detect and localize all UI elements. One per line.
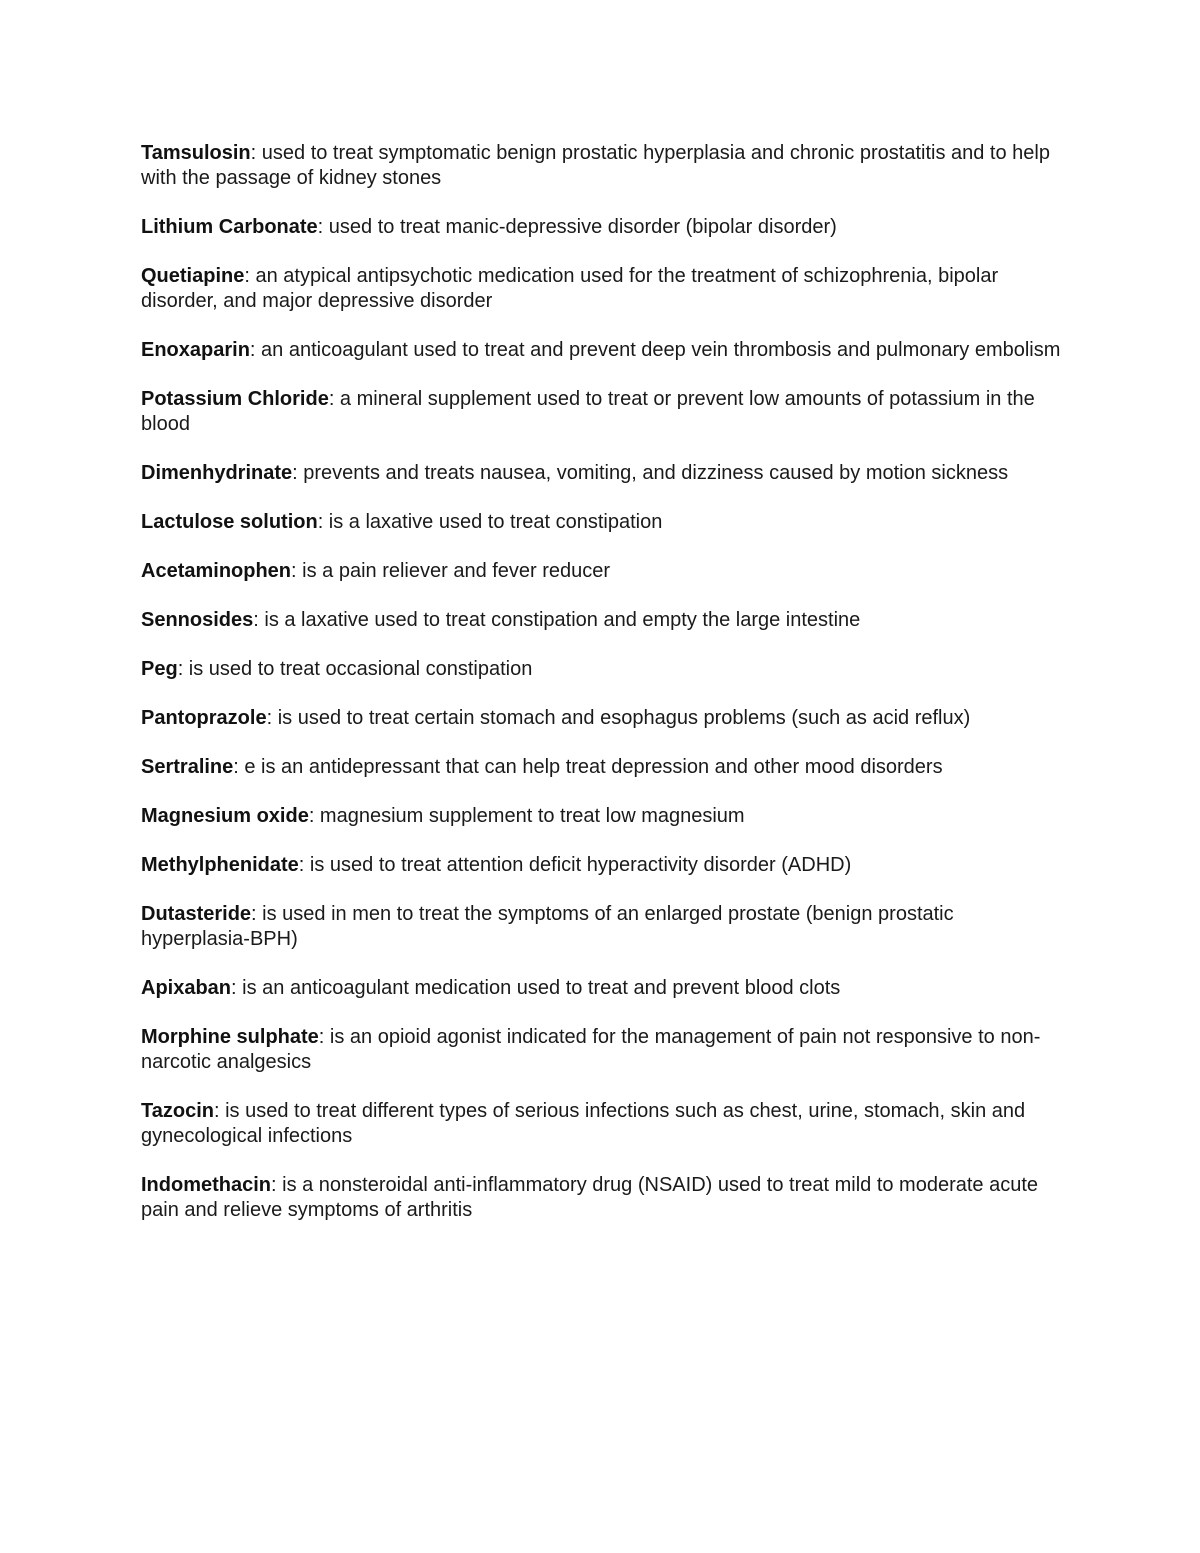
drug-entry <box>141 1099 1061 1149</box>
document-page <box>141 141 1061 1247</box>
drug-entry <box>141 902 1061 952</box>
drug-name: Acetaminophen <box>141 560 292 582</box>
drug-name: Magnesium oxide <box>141 805 309 827</box>
drug-description: : is an anticoagulant medication used to treat and prevent blood clots <box>231 977 841 999</box>
drug-description: : is a laxative used to treat constipation and empty the large intestine <box>253 609 861 631</box>
drug-name: Apixaban <box>141 977 232 999</box>
drug-name: Tamsulosin <box>141 142 251 164</box>
drug-description: : is used to treat different types of serious infections such as chest, urine, stomach, skin and gynecological infections <box>141 1100 1026 1147</box>
drug-entry <box>141 559 1061 584</box>
drug-name: Potassium Chloride <box>141 388 329 410</box>
drug-description: : a mineral supplement used to treat or prevent low amounts of potassium in the blood <box>141 388 1035 435</box>
drug-entry <box>141 461 1061 486</box>
drug-name: Pantoprazole <box>141 707 267 729</box>
drug-entry <box>141 804 1061 829</box>
drug-description: : is an opioid agonist indicated for the management of pain not responsive to non-narcotic analgesics <box>141 1026 1041 1073</box>
drug-entry <box>141 657 1061 682</box>
drug-entry <box>141 1173 1061 1223</box>
drug-description: : is used to treat attention deficit hyperactivity disorder (ADHD) <box>298 854 852 876</box>
drug-name: Lactulose solution <box>141 511 318 533</box>
drug-name: Methylphenidate <box>141 854 299 876</box>
drug-description: : magnesium supplement to treat low magnesium <box>308 805 745 827</box>
drug-entry <box>141 510 1061 535</box>
drug-description: : used to treat symptomatic benign prostatic hyperplasia and chronic prostatitis and to help with the passage of kidney stones <box>141 142 1050 189</box>
drug-entry <box>141 976 1061 1001</box>
drug-description: : is a nonsteroidal anti-inflammatory drug (NSAID) used to treat mild to moderate acute pain and relieve symptoms of arthritis <box>141 1174 1039 1221</box>
drug-description: : used to treat manic-depressive disorder (bipolar disorder) <box>317 216 837 238</box>
drug-description: : is used in men to treat the symptoms of an enlarged prostate (benign prostatic hyperplasia-BPH) <box>141 903 954 950</box>
drug-name: Sennosides <box>141 609 254 631</box>
drug-description: : prevents and treats nausea, vomiting, and dizziness caused by motion sickness <box>292 462 1009 484</box>
drug-name: Dutasteride <box>141 903 252 925</box>
drug-description: : is a pain reliever and fever reducer <box>291 560 611 582</box>
drug-description: : is used to treat occasional constipation <box>177 658 533 680</box>
drug-entry <box>141 706 1061 731</box>
drug-entry <box>141 755 1061 780</box>
drug-entry <box>141 853 1061 878</box>
drug-entry <box>141 608 1061 633</box>
drug-name: Tazocin <box>141 1100 214 1122</box>
drug-entry <box>141 215 1061 240</box>
drug-description: : is used to treat certain stomach and esophagus problems (such as acid reflux) <box>266 707 971 729</box>
drug-name: Morphine sulphate <box>141 1026 319 1048</box>
drug-entry <box>141 387 1061 437</box>
drug-name: Enoxaparin <box>141 339 250 361</box>
drug-name: Sertraline <box>141 756 234 778</box>
drug-entry <box>141 141 1061 191</box>
drug-name: Peg <box>141 658 178 680</box>
drug-name: Quetiapine <box>141 265 245 287</box>
drug-entry <box>141 1025 1061 1075</box>
drug-description: : an anticoagulant used to treat and prevent deep vein thrombosis and pulmonary embolism <box>249 339 1061 361</box>
drug-entry <box>141 264 1061 314</box>
drug-entry <box>141 338 1061 363</box>
drug-name: Lithium Carbonate <box>141 216 318 238</box>
drug-name: Indomethacin <box>141 1174 272 1196</box>
drug-description: : is a laxative used to treat constipation <box>317 511 663 533</box>
drug-description: : an atypical antipsychotic medication used for the treatment of schizophrenia, bipolar disorder, and major depressive disorder <box>141 265 999 312</box>
drug-description: : e is an antidepressant that can help treat depression and other mood disorders <box>233 756 943 778</box>
drug-name: Dimenhydrinate <box>141 462 293 484</box>
